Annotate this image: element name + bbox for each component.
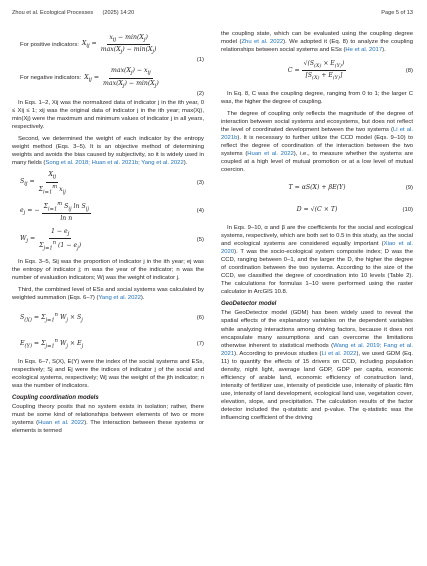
paragraph-entropy-vars: In Eqs. 3–5, Sij was the proportion of indicator j in the ith year; ej was the entropy of indicator j; m was the year of the indicator; n was the number of evaluation indicators; Wj was the weight of indicator j.	[12, 258, 204, 281]
equation-4-number: (4)	[196, 208, 204, 215]
section-heading-geodetector: GeoDetector model	[221, 301, 277, 308]
left-column	[12, 30, 204, 439]
journal-volume: (2025) 14:20	[102, 10, 135, 16]
right-column	[221, 30, 413, 426]
citation-link[interactable]: Yang et al. 2022	[98, 294, 141, 301]
citation-link[interactable]: Zhu et al. 2022	[241, 39, 284, 46]
equation-8-number: (8)	[405, 67, 413, 74]
equation-9-body: T = αS(X) + βE(Y)	[288, 184, 346, 192]
equation-6-number: (6)	[196, 314, 204, 321]
running-header-journal	[12, 10, 134, 16]
equation-5-number: (5)	[196, 236, 204, 243]
equation-7: $E_{(Y)} = \Sigma_{j=1}^n$ $W_j \times E_j$ (7)	[20, 338, 204, 350]
paragraph-ccd-coefficients: In Eqs. 9–10, α and β are the coefficients for the social and ecological systems, respectively, which are both set to 0.5 in this study, as the social and ecological systems are considered equally important (Xiao et al. 2020). T was the socio-ecological system composite index; D was the CCD, ranging between 0–1, and the larger the D, the higher the degree of coordination between the two systems. According to the size of the CCD, we classified the degree of coordination into 10 levels (Table 2). The calculations for formulas 1–10 were performed using the raster calculator in ArcGIS 10.8.	[221, 224, 413, 296]
paragraph-geodetector: The GeoDetector model (GDM) has been widely used to reveal the spatial effects of the explanatory variables on the dependent variables while analyzing interactions among driving factors, because it does not encapsulate many assumptions and can overcome the limitations otherwise inherent to statistical methods (Wang et al. 2019; Fang et al. 2021). According to previous studies (Li et al. 2022), we used GDM (Eq. 11) to quantify the effects of 15 drivers on CCD, including population density, night light, average land GDP, GDP per capita, economic efficiency of arable land, economic efficiency of construction land, intensity of fertilizer use, intensity of pesticide use, intensity of plastic film use, intensity of land development, ecological land use, vegetation cover, elevation, slope, and precipitation. The calculation results of the factor detector included the q-statistic and p-value. The q-statistic was the influencing coefficient of the driving	[221, 310, 413, 422]
paragraph-normalization: In Eqs. 1–2, Xij was the normalized data of indicator j in the ith year, 0 ≤ Xij ≤ 1; xij was the original data of indicator j in the ith year; max(Xj), min(Xj) were the maximum and minimum values of indicator j in all years, respectively.	[12, 99, 204, 131]
equation-10-body: D = √(C × T)	[296, 206, 338, 214]
citation-link[interactable]: Li et al. 2022	[321, 350, 357, 357]
paragraph-coupling-state: the coupling state, which can be evaluated using the coupling degree model (Zhu et al. 2022). We adopted it (Eq. 8) to analyze the coupling relationships between social systems and ESs (He et al. 2017).	[221, 31, 413, 54]
page-number: Page 5 of 13	[381, 10, 413, 16]
equation-9-number: (9)	[405, 184, 413, 191]
equation-1-number: (1)	[196, 57, 204, 64]
equation-3: $S_{ij}$ = $\frac{X_{ij}}{\Sigma_{i=1}^m x_{ij}}$ (3)	[20, 171, 204, 195]
equation-3-number: (3)	[196, 180, 204, 187]
citation-link[interactable]: Xiao et al. 2020	[221, 241, 413, 256]
citation-link[interactable]: Li et al. 2021b	[221, 126, 413, 141]
citation-link[interactable]: He et al. 2017	[345, 47, 383, 54]
equation-7-number: (7)	[196, 340, 204, 347]
section-heading-coupling: Coupling coordination models	[12, 395, 99, 402]
equation-1-label: For positive indicators:	[20, 41, 79, 48]
equation-1: For positive indicators: $X_{ij}$ = $\frac{x_{ij} - \min(X_j)}{\max(X_j) - \min(X_j)}$ (1)	[20, 34, 204, 64]
equation-6: $S_{(X)} = \Sigma_{j=1}^n$ $W_j \times S_j$ (6)	[20, 312, 204, 324]
equation-10-number: (10)	[402, 206, 413, 213]
equation-8: C = $\frac{√(S_{(X)} \times E_{(Y)})}{[S_{(X)} + E_{(Y)}]}$ (8)	[287, 60, 413, 82]
equation-4: $e_j$ = − $\frac{\Sigma_{i=1}^m S_{ij} \ln S_{ij}}{\text{ln n}}$ (4)	[20, 200, 204, 223]
paragraph-coupling-theory: Coupling theory posits that no system exists in isolation; rather, there must be some kind of relationships between elements of two or more systems (Huan et al. 2022). The interaction between these systems or elements is termed	[12, 404, 204, 435]
equation-2-number: (2)	[196, 90, 204, 97]
equation-5: $W_j$ = $\frac{1 - e_j}{\Sigma_{j=1}^n (1 - e_j)}$ (5)	[20, 228, 204, 252]
citation-link[interactable]: Wang et al. 2019; Fang et al. 2021	[221, 342, 413, 357]
citation-link[interactable]: Song et al. 2018; Huan et al. 2021b; Yang et al. 2022	[45, 160, 184, 167]
equation-2: For negative indicators: $X_{ij}$ = $\frac{\max(X_j) - x_{ij}}{\max(X_j) - \min(X_j)}$ (2)	[20, 67, 204, 97]
equation-9	[221, 180, 413, 196]
paragraph-ccd-intro: The degree of coupling only reflects the magnitude of the degree of interaction between social systems and ecosystems, but does not reflect the level of coordinated development between the two systems (Li et al. 2021b). It is necessary to further utilize the CCD model (Eqs. 9–10) to reflect the degree of coordination of the interaction between the two systems (Huan et al. 2022), i.e., to measure whether the systems are coupled at a high level of mutual promotion or at a low level of mutual coercion.	[221, 110, 414, 173]
paragraph-coupling-degree: In Eq. 8, C was the coupling degree, ranging from 0 to 1; the larger C was, the higher the degree of coupling.	[221, 90, 413, 105]
equation-2-label: For negative indicators:	[20, 75, 82, 82]
citation-link[interactable]: Huan et al. 2022	[38, 420, 85, 427]
equation-10	[221, 202, 413, 218]
paragraph-weighted-sum: Third, the combined level of ESs and social systems was calculated by weighted summation (Eqs. 6–7) (Yang et al. 2022).	[12, 286, 204, 301]
paragraph-entropy: Second, we determined the weight of each indicator by the entropy weight method (Eqs. 3–5). It is an objective method of determining weights and avoids the bias caused by subjectivity, so it is widely used in many fields (Song et al. 2018; Huan et al. 2021b; Yang et al. 2022).	[12, 136, 204, 167]
paragraph-index-vars: In Eqs. 6–7, S(X), E(Y) were the index of the social systems and ESs, respectively; Sj and Ej were the indices of indicator j of the social and ecological systems, respectively; Wj was the weight of the jth indicator; n was the number of indicators.	[12, 358, 204, 390]
journal-name: Zhou et al. Ecological Processes	[12, 10, 94, 16]
citation-link[interactable]: Huan et al. 2022	[247, 150, 294, 157]
